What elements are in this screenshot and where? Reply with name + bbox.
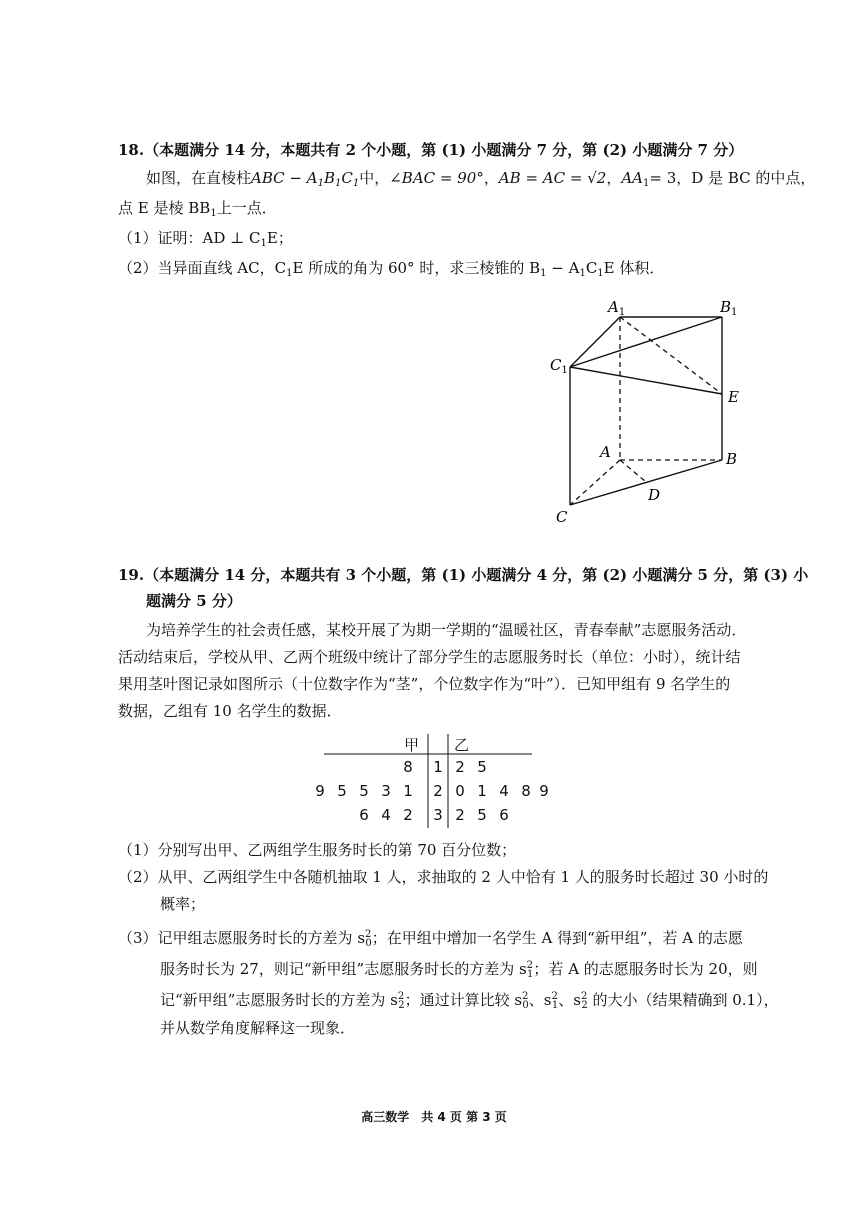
text: − A (546, 259, 580, 277)
text: 如图，在直棱柱 (146, 169, 252, 187)
leaf-left: 4 (381, 806, 391, 824)
text: 2 (397, 991, 405, 1002)
q18-header: 18.（本题满分 14 分，本题共有 2 个小题，第 (1) 小题满分 7 分，第 (2) 小题满分 7 分） (118, 141, 744, 159)
leaf-left: 2 (403, 806, 413, 824)
leaf-right: 1 (477, 782, 487, 800)
q19-part3-line2 (160, 956, 758, 985)
segment-A1E (620, 317, 722, 394)
text: 1 (527, 969, 534, 980)
text: （2）当异面直线 AC，C (118, 259, 287, 277)
text: 、s (558, 991, 581, 1009)
text: 2 (551, 991, 558, 1002)
q19-header-line1: 19.（本题满分 14 分，本题共有 3 个小题，第 (1) 小题满分 4 分，第 (2) 小题满分 5 分，第 (3) 小 (118, 566, 809, 584)
q19-para-line3: 果用茎叶图记录如图所示（十位数字作为“茎”，个位数字作为“叶”）．已知甲组有 9 名学生的 (118, 675, 731, 693)
leaf-left: 5 (337, 782, 347, 800)
leaf-right: 2 (455, 806, 465, 824)
text: 的大小（结果精确到 0.1）， (587, 991, 779, 1009)
q19-part3-line3 (160, 987, 779, 1016)
text: B (323, 169, 335, 187)
text: 0 (522, 1000, 529, 1011)
label-C1: $C_1$ (550, 356, 568, 376)
text: 点 E 是棱 BB (118, 199, 211, 217)
text: ；在甲组中增加一名学生 A 得到“新甲组”，若 A 的志愿 (371, 929, 743, 947)
leaf-left: 1 (403, 782, 413, 800)
leaf-right: 9 (539, 782, 549, 800)
label-A: A (600, 443, 611, 461)
label-B1: $B_1$ (720, 298, 738, 318)
left-group-header: 甲 (404, 736, 420, 754)
leaf-right: 6 (499, 806, 509, 824)
leaf-right: 2 (455, 758, 465, 776)
text: （3）记甲组志愿服务时长的方差为 s (118, 929, 366, 947)
text: 2 (526, 960, 534, 971)
text: C (585, 259, 598, 277)
q19-header-line2: 题满分 5 分） (146, 592, 242, 610)
q18-part1: （1）证明：AD ⊥ $C_1E$； (118, 229, 293, 249)
text: 0 (365, 938, 372, 949)
q19-para-line1: 为培养学生的社会责任感，某校开展了为期一学期的“温暖社区，青春奉献”志愿服务活动． (146, 621, 747, 639)
label-A1: $A_1$ (608, 298, 626, 318)
leaf-right: 5 (477, 806, 487, 824)
text: 2 (365, 929, 372, 940)
stem-value: 2 (433, 782, 443, 800)
text: 记“新甲组”志愿服务时长的方差为 s (160, 991, 398, 1009)
text: E； (266, 229, 293, 247)
text: C (341, 169, 353, 187)
leaf-left: 3 (381, 782, 391, 800)
leaf-left: 5 (359, 782, 369, 800)
segment-C1E (570, 367, 722, 394)
text: ， (606, 169, 622, 187)
stem-value: 3 (433, 806, 443, 824)
q18-stem-line1: 如图，在直棱柱ABC − $A_1B_1C_1$中，∠BAC = 90°，AB = AC = √2，$AA_1= 3$，D 是 BC 的中点， (146, 169, 816, 189)
leaf-left: 9 (315, 782, 325, 800)
q19-part2-line2: 概率； (160, 895, 206, 913)
segment-AD (620, 460, 646, 482)
text: AB = AC = √2 (498, 169, 607, 187)
leaf-left: 8 (403, 758, 413, 776)
q19-para-line2: 活动结束后，学校从甲、乙两个班级中统计了部分学生的志愿服务时长（单位：小时），统计结 (118, 648, 741, 666)
text: ，D 是 BC 的中点， (676, 169, 816, 187)
text: 2 (522, 991, 529, 1002)
label-D: D (648, 486, 661, 504)
leaf-right: 4 (499, 782, 509, 800)
right-group-header: 乙 (454, 736, 470, 754)
prism-figure (540, 292, 760, 532)
text: ∠BAC = 90° (389, 169, 484, 187)
page-footer: 高三数学 共 4 页 第 3 页 (361, 1110, 507, 1124)
leaf-right: 5 (477, 758, 487, 776)
q18-stem-line2: 点 E 是棱 $BB_1$上一点． (118, 199, 277, 219)
leaf-right: 0 (455, 782, 465, 800)
text: = 3 (649, 169, 677, 187)
text: 服务时长为 27，则记“新甲组”志愿服务时长的方差为 s (160, 960, 527, 978)
text: 2 (398, 1000, 405, 1011)
label-E: E (728, 388, 739, 406)
q19-part2-line1: （2）从甲、乙两组学生中各随机抽取 1 人，求抽取的 2 人中恰有 1 人的服务时长超过 30 小时的 (118, 868, 769, 886)
q19-para-line4: 数据，乙组有 10 名学生的数据． (118, 702, 342, 720)
text: 中， (359, 169, 390, 187)
text: ；通过计算比较 s (404, 991, 523, 1009)
text: 2 (581, 1000, 588, 1011)
text: 2 (580, 991, 588, 1002)
text: ABC − A (251, 169, 318, 187)
q19-part1: （1）分别写出甲、乙两组学生服务时长的第 70 百分位数； (118, 841, 517, 859)
text: E 体积． (603, 259, 665, 277)
label-B: B (726, 450, 738, 468)
text: AA (621, 169, 644, 187)
q19-part3-line4: 并从数学角度解释这一现象． (160, 1019, 356, 1037)
text: 、s (528, 991, 552, 1009)
label-C: C (556, 508, 568, 526)
text: 上一点． (216, 199, 277, 217)
text: 1 (551, 1000, 559, 1011)
text: ， (483, 169, 499, 187)
text: ；若 A 的志愿服务时长为 20，则 (533, 960, 758, 978)
edge-BC (570, 460, 722, 505)
q19-part3-line1 (118, 925, 743, 954)
q18-part2: （2）当异面直线 AC，$C_1E$ 所成的角为 60° 时，求三棱锥的 $B_1 - A_1C_1E$ 体积． (118, 259, 665, 279)
leaf-left: 6 (359, 806, 369, 824)
edge-B1C1 (570, 317, 722, 367)
stem-value: 1 (433, 758, 443, 776)
stem-leaf-plot (300, 730, 560, 830)
leaf-right: 8 (521, 782, 531, 800)
text: E 所成的角为 60° 时，求三棱锥的 B (292, 259, 541, 277)
text: （1）证明：AD ⊥ C (118, 229, 261, 247)
